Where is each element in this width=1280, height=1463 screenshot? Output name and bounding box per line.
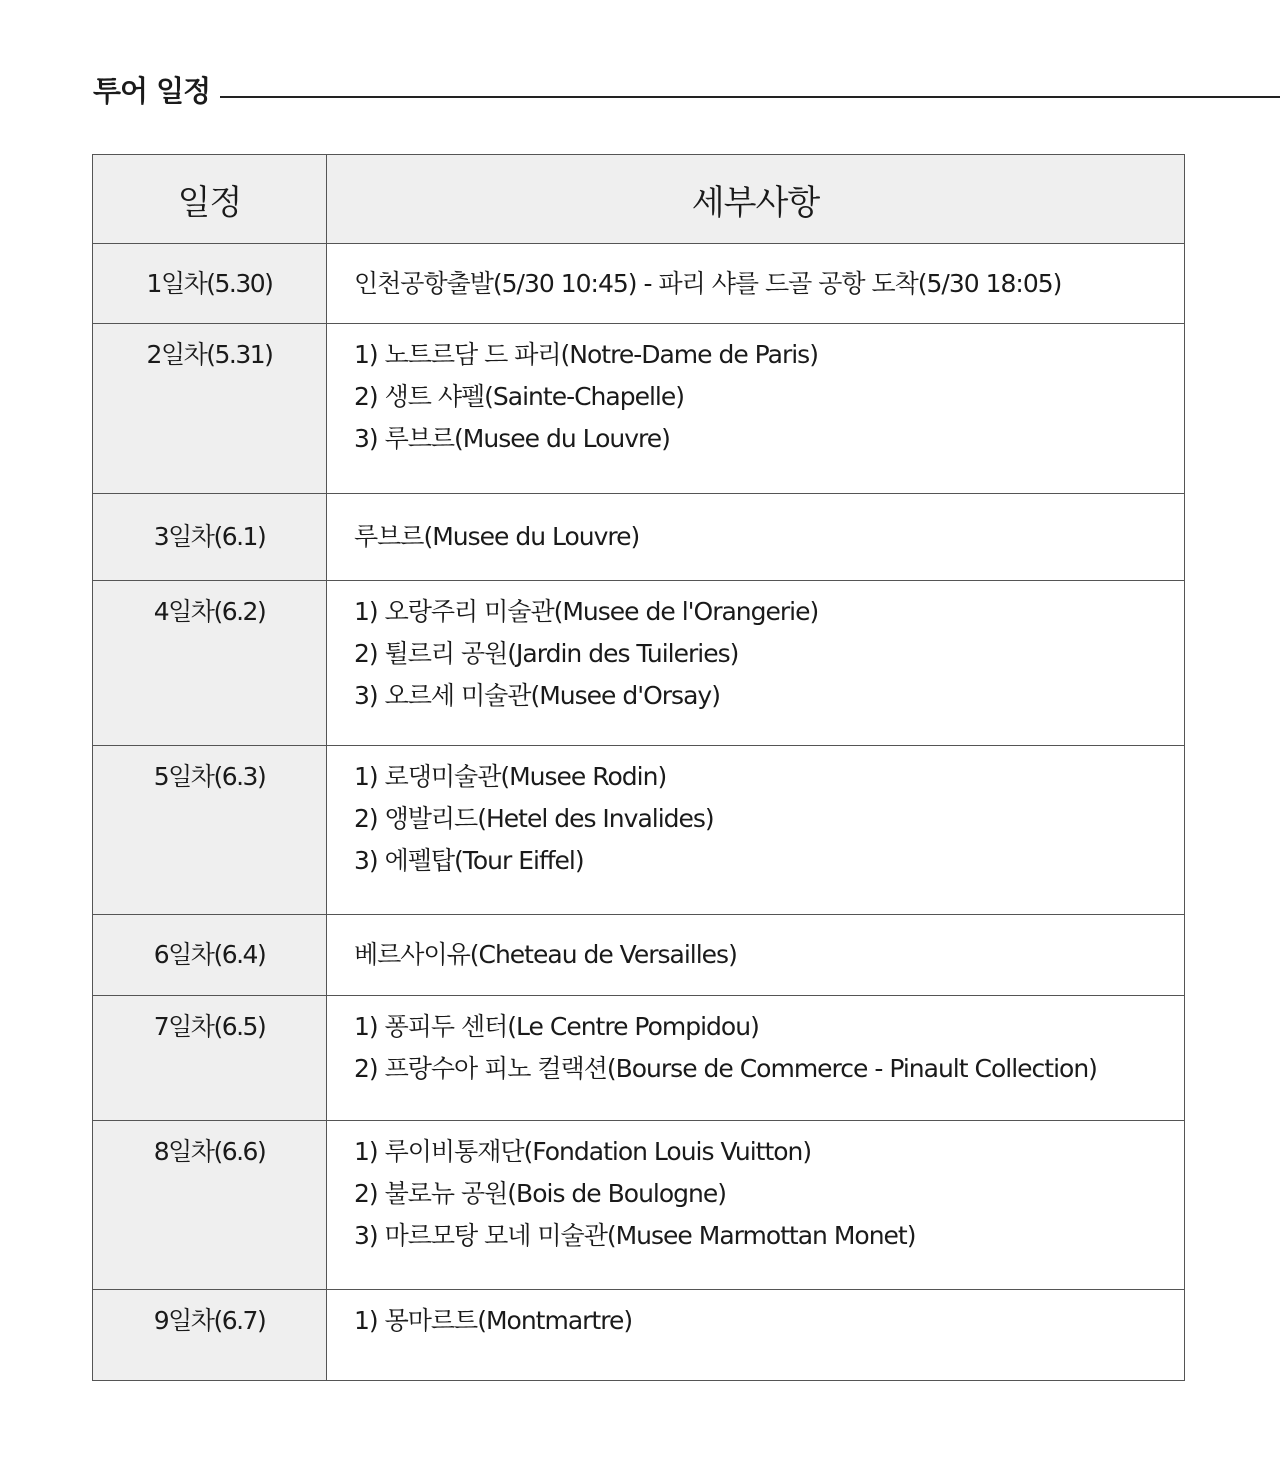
day-cell — [93, 581, 327, 746]
detail-line: 3) 마르모탕 모네 미술관(Musee Marmottan Monet) — [354, 1221, 916, 1250]
day-cell — [93, 244, 327, 324]
detail-cell — [327, 244, 1185, 324]
day-label: 1일차(5.30) — [146, 268, 273, 298]
table-row — [93, 494, 1185, 581]
table-row — [93, 915, 1185, 996]
detail-line: 루브르(Musee du Louvre) — [354, 522, 640, 551]
detail-cell — [327, 746, 1185, 915]
detail-line: 2) 프랑수아 피노 컬랙션(Bourse de Commerce - Pinault Collection) — [354, 1054, 1097, 1083]
day-cell — [93, 915, 327, 996]
section-divider — [220, 96, 1280, 98]
detail-cell — [327, 996, 1185, 1121]
day-cell — [93, 494, 327, 581]
day-label: 3일차(6.1) — [153, 522, 266, 551]
table-row — [93, 746, 1185, 915]
detail-cell — [327, 1121, 1185, 1290]
itinerary-table — [92, 154, 1185, 1381]
detail-line: 2) 튈르리 공원(Jardin des Tuileries) — [354, 639, 739, 668]
detail-line: 1) 오랑주리 미술관(Musee de l'Orangerie) — [354, 597, 819, 626]
detail-line: 3) 루브르(Musee du Louvre) — [354, 424, 670, 453]
detail-line: 베르사이유(Cheteau de Versailles) — [354, 940, 737, 969]
detail-line: 2) 불로뉴 공원(Bois de Boulogne) — [354, 1179, 726, 1208]
header-detail: 세부사항 — [327, 155, 1185, 244]
section-title: 투어 일정 — [93, 74, 211, 108]
detail-cell — [327, 324, 1185, 494]
table-row — [93, 581, 1185, 746]
table-row — [93, 1290, 1185, 1381]
table-row — [93, 324, 1185, 494]
day-cell — [93, 324, 327, 494]
day-cell — [93, 746, 327, 915]
day-label: 5일차(6.3) — [153, 762, 266, 791]
detail-cell — [327, 494, 1185, 581]
detail-line: 3) 에펠탑(Tour Eiffel) — [354, 846, 584, 875]
detail-line: 1) 노트르담 드 파리(Notre-Dame de Paris) — [354, 340, 818, 369]
detail-line: 2) 생트 샤펠(Sainte-Chapelle) — [354, 382, 684, 411]
day-label: 7일차(6.5) — [153, 1012, 266, 1041]
detail-line: 1) 루이비통재단(Fondation Louis Vuitton) — [354, 1137, 812, 1166]
table-row — [93, 996, 1185, 1121]
header-day: 일정 — [93, 155, 327, 244]
detail-line: 3) 오르세 미술관(Musee d'Orsay) — [354, 681, 720, 710]
day-label: 4일차(6.2) — [153, 597, 266, 626]
detail-cell — [327, 1290, 1185, 1381]
day-label: 2일차(5.31) — [146, 340, 273, 369]
day-label: 9일차(6.7) — [153, 1306, 266, 1335]
day-cell — [93, 996, 327, 1121]
day-cell — [93, 1121, 327, 1290]
section-header — [93, 70, 1280, 112]
detail-cell — [327, 581, 1185, 746]
day-label: 6일차(6.4) — [153, 940, 266, 969]
table-header-row — [93, 155, 1185, 244]
detail-line: 1) 로댕미술관(Musee Rodin) — [354, 762, 667, 791]
table-row — [93, 244, 1185, 324]
day-cell — [93, 1290, 327, 1381]
detail-line: 2) 앵발리드(Hetel des Invalides) — [354, 804, 714, 833]
table-row — [93, 1121, 1185, 1290]
day-label: 8일차(6.6) — [153, 1137, 266, 1166]
detail-line: 1) 몽마르트(Montmartre) — [354, 1306, 633, 1335]
detail-line: 인천공항출발(5/30 10:45) - 파리 샤를 드골 공항 도착(5/30 18:05) — [354, 268, 1062, 298]
detail-line: 1) 퐁피두 센터(Le Centre Pompidou) — [354, 1012, 759, 1041]
detail-cell — [327, 915, 1185, 996]
